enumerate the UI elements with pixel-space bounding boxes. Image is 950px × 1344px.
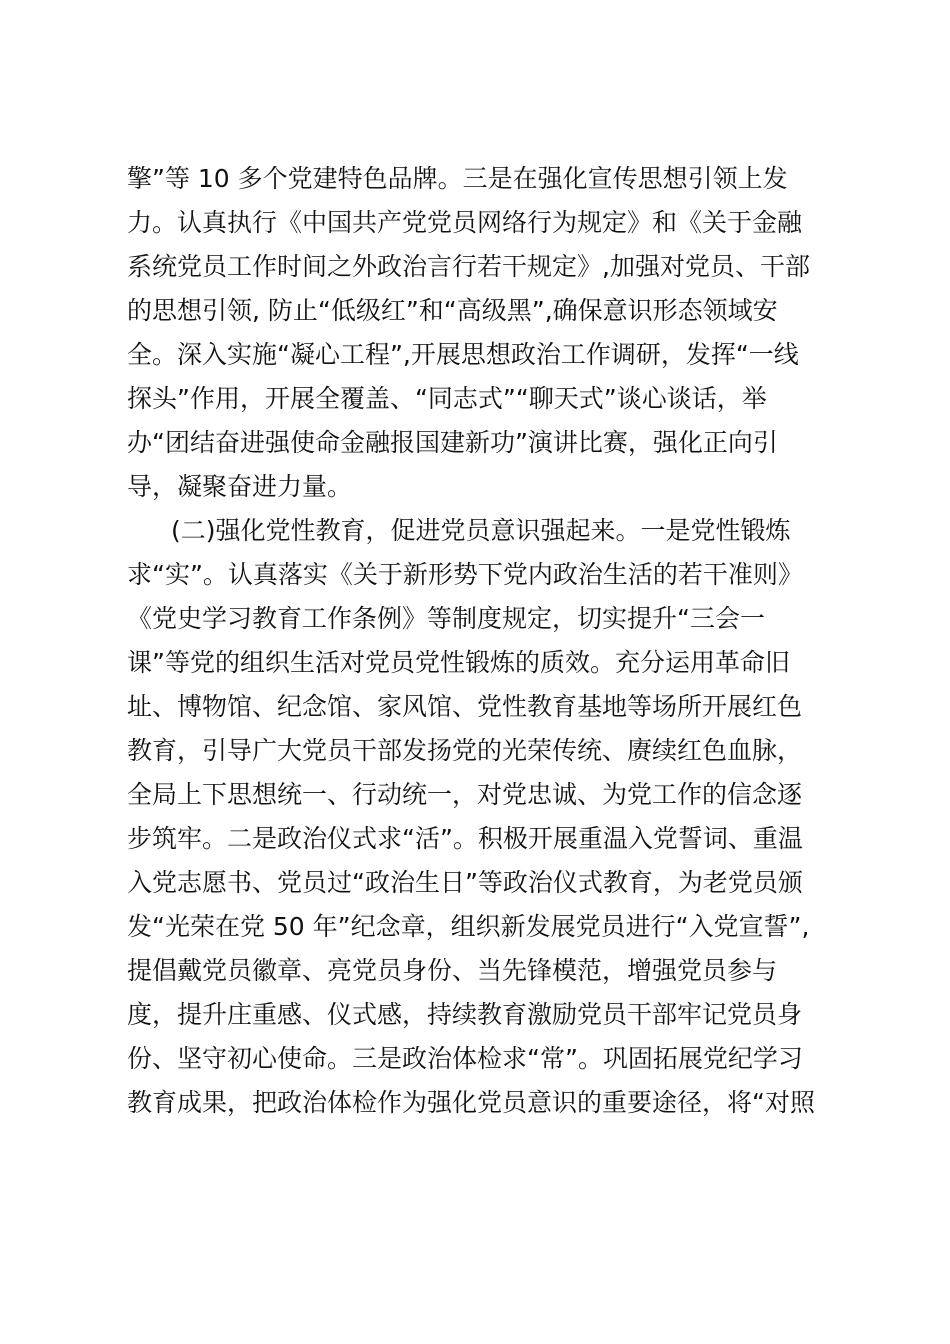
text-line: 全。深入实施“凝心工程”,开展思想政治工作调研，发挥“一线 xyxy=(127,340,799,369)
text-line: 全局上下思想统一、行动统一，对党忠诚、为党工作的信念逐 xyxy=(127,780,803,809)
paragraph-start-line: (二)强化党性教育，促进党员意识强起来。一是党性锻炼 xyxy=(171,516,791,545)
text-line: 探头”作用，开展全覆盖、“同志式”“聊天式”谈心谈话，举 xyxy=(127,384,767,413)
text-line: 《党史学习教育工作条例》等制度规定，切实提升“三会一 xyxy=(127,604,765,633)
text-line: 导，凝聚奋进力量。 xyxy=(127,472,353,501)
body-text xyxy=(127,157,839,1125)
text-line: 发“光荣在党 50 年”纪念章，组织新发展党员进行“入党宣誓”, xyxy=(127,912,810,941)
text-line: 擎”等 10 多个党建特色品牌。三是在强化宣传思想引领上发 xyxy=(127,164,788,193)
text-line: 教育，引导广大党员干部发扬党的光荣传统、赓续红色血脉， xyxy=(127,736,803,765)
text-line: 的思想引领, 防止“低级红”和“高级黑”,确保意识形态领域安 xyxy=(127,296,778,325)
text-line: 址、博物馆、纪念馆、家风馆、党性教育基地等场所开展红色 xyxy=(127,692,803,721)
text-line: 度，提升庄重感、仪式感，持续教育激励党员干部牢记党员身 xyxy=(127,1000,803,1029)
text-line: 课”等党的组织生活对党员党性锻炼的质效。充分运用革命旧 xyxy=(127,648,790,677)
text-line: 系统党员工作时间之外政治言行若干规定》,加强对党员、干部 xyxy=(127,252,810,281)
text-line: 求“实”。认真落实《关于新形势下党内政治生活的若干准则》 xyxy=(127,560,803,589)
text-line: 教育成果，把政治体检作为强化党员意识的重要途径，将“对照 xyxy=(127,1088,815,1117)
text-line: 提倡戴党员徽章、亮党员身份、当先锋模范，增强党员参与 xyxy=(127,956,778,985)
text-line: 份、坚守初心使命。三是政治体检求“常”。巩固拓展党纪学习 xyxy=(127,1044,803,1073)
text-line: 步筑牢。二是政治仪式求“活”。积极开展重温入党誓词、重温 xyxy=(127,824,803,853)
text-line: 入党志愿书、党员过“政治生日”等政治仪式教育，为老党员颁 xyxy=(127,868,803,897)
text-line: 力。认真执行《中国共产党党员网络行为规定》和《关于金融 xyxy=(127,208,803,237)
text-line: 办“团结奋进强使命金融报国建新功”演讲比赛，强化正向引 xyxy=(127,428,778,457)
